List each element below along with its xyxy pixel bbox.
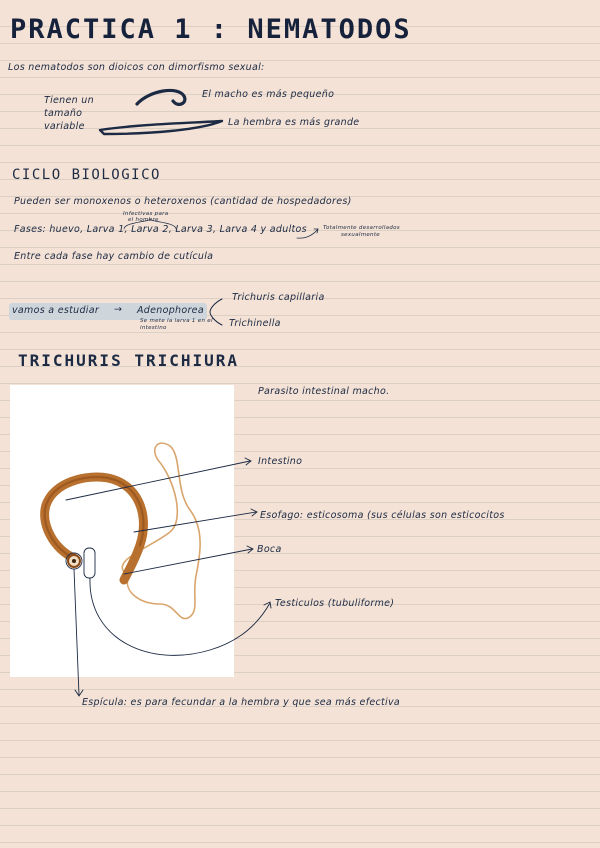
estudio-arrow: → bbox=[114, 304, 123, 315]
size-note-line3: variable bbox=[44, 121, 85, 132]
label-boca: Boca bbox=[257, 544, 282, 555]
fases-text: Fases: huevo, Larva 1, Larva 2, Larva 3, Larva 4 y adultos bbox=[14, 224, 307, 235]
fases-arrow bbox=[297, 229, 318, 238]
male-note: El macho es más pequeño bbox=[202, 89, 335, 100]
fases-note-top-2: el hombre bbox=[128, 217, 159, 223]
branch-trichuris: Trichuris capillaria bbox=[232, 292, 325, 303]
fases-note-right-1: Totalmente desarrollados bbox=[323, 225, 400, 231]
fases-brace bbox=[124, 219, 176, 229]
small-worm-icon bbox=[137, 90, 185, 104]
fases-note-top-1: Infectivas para bbox=[123, 211, 169, 217]
species-heading: TRICHURIS TRICHIURA bbox=[18, 351, 240, 370]
label-espicula: Espícula: es para fecundar a la hembra y que sea más efectiva bbox=[82, 697, 401, 708]
pointer-boca bbox=[124, 549, 252, 574]
pointer-espicula bbox=[74, 569, 79, 695]
branch-trichinella: Trichinella bbox=[229, 318, 281, 329]
estudio-brace bbox=[210, 299, 222, 325]
label-esofago: Esofago: esticosoma (sus células son esticocitos bbox=[260, 510, 505, 521]
worm-body-segment bbox=[45, 477, 144, 580]
hosts-text: Pueden ser monoxenos o heteroxenos (cantidad de hospedadores) bbox=[14, 196, 352, 207]
cuticula-text: Entre cada fase hay cambio de cutícula bbox=[14, 251, 214, 262]
testiculos-marker bbox=[84, 548, 95, 578]
intro-text: Los nematodos son dioicos con dimorfismo sexual: bbox=[8, 62, 265, 73]
label-intestino: Intestino bbox=[258, 456, 303, 467]
species-caption: Parasito intestinal macho. bbox=[258, 386, 390, 397]
pointer-esofago bbox=[134, 512, 256, 532]
adenophorea-label: Adenophorea bbox=[137, 305, 204, 316]
adenophorea-note-2: intestino bbox=[140, 325, 167, 331]
adenophorea-note-1: Se mete la larva 1 en el bbox=[140, 318, 213, 324]
label-testiculos: Testiculos (tubuliforme) bbox=[275, 598, 395, 609]
female-note: La hembra es más grande bbox=[228, 117, 360, 128]
page-title: PRACTICA 1 : NEMATODOS bbox=[10, 14, 412, 45]
large-worm-icon bbox=[100, 121, 222, 134]
size-note-line1: Tienen un bbox=[44, 95, 94, 106]
fases-note-right-2: sexualmente bbox=[341, 232, 380, 238]
worm-illustration bbox=[45, 443, 200, 618]
worm-tail-segment bbox=[122, 443, 200, 618]
size-note-line2: tamaño bbox=[44, 108, 83, 119]
ciclo-heading: CICLO BIOLOGICO bbox=[12, 167, 161, 183]
estudio-label: vamos a estudiar bbox=[12, 305, 100, 316]
